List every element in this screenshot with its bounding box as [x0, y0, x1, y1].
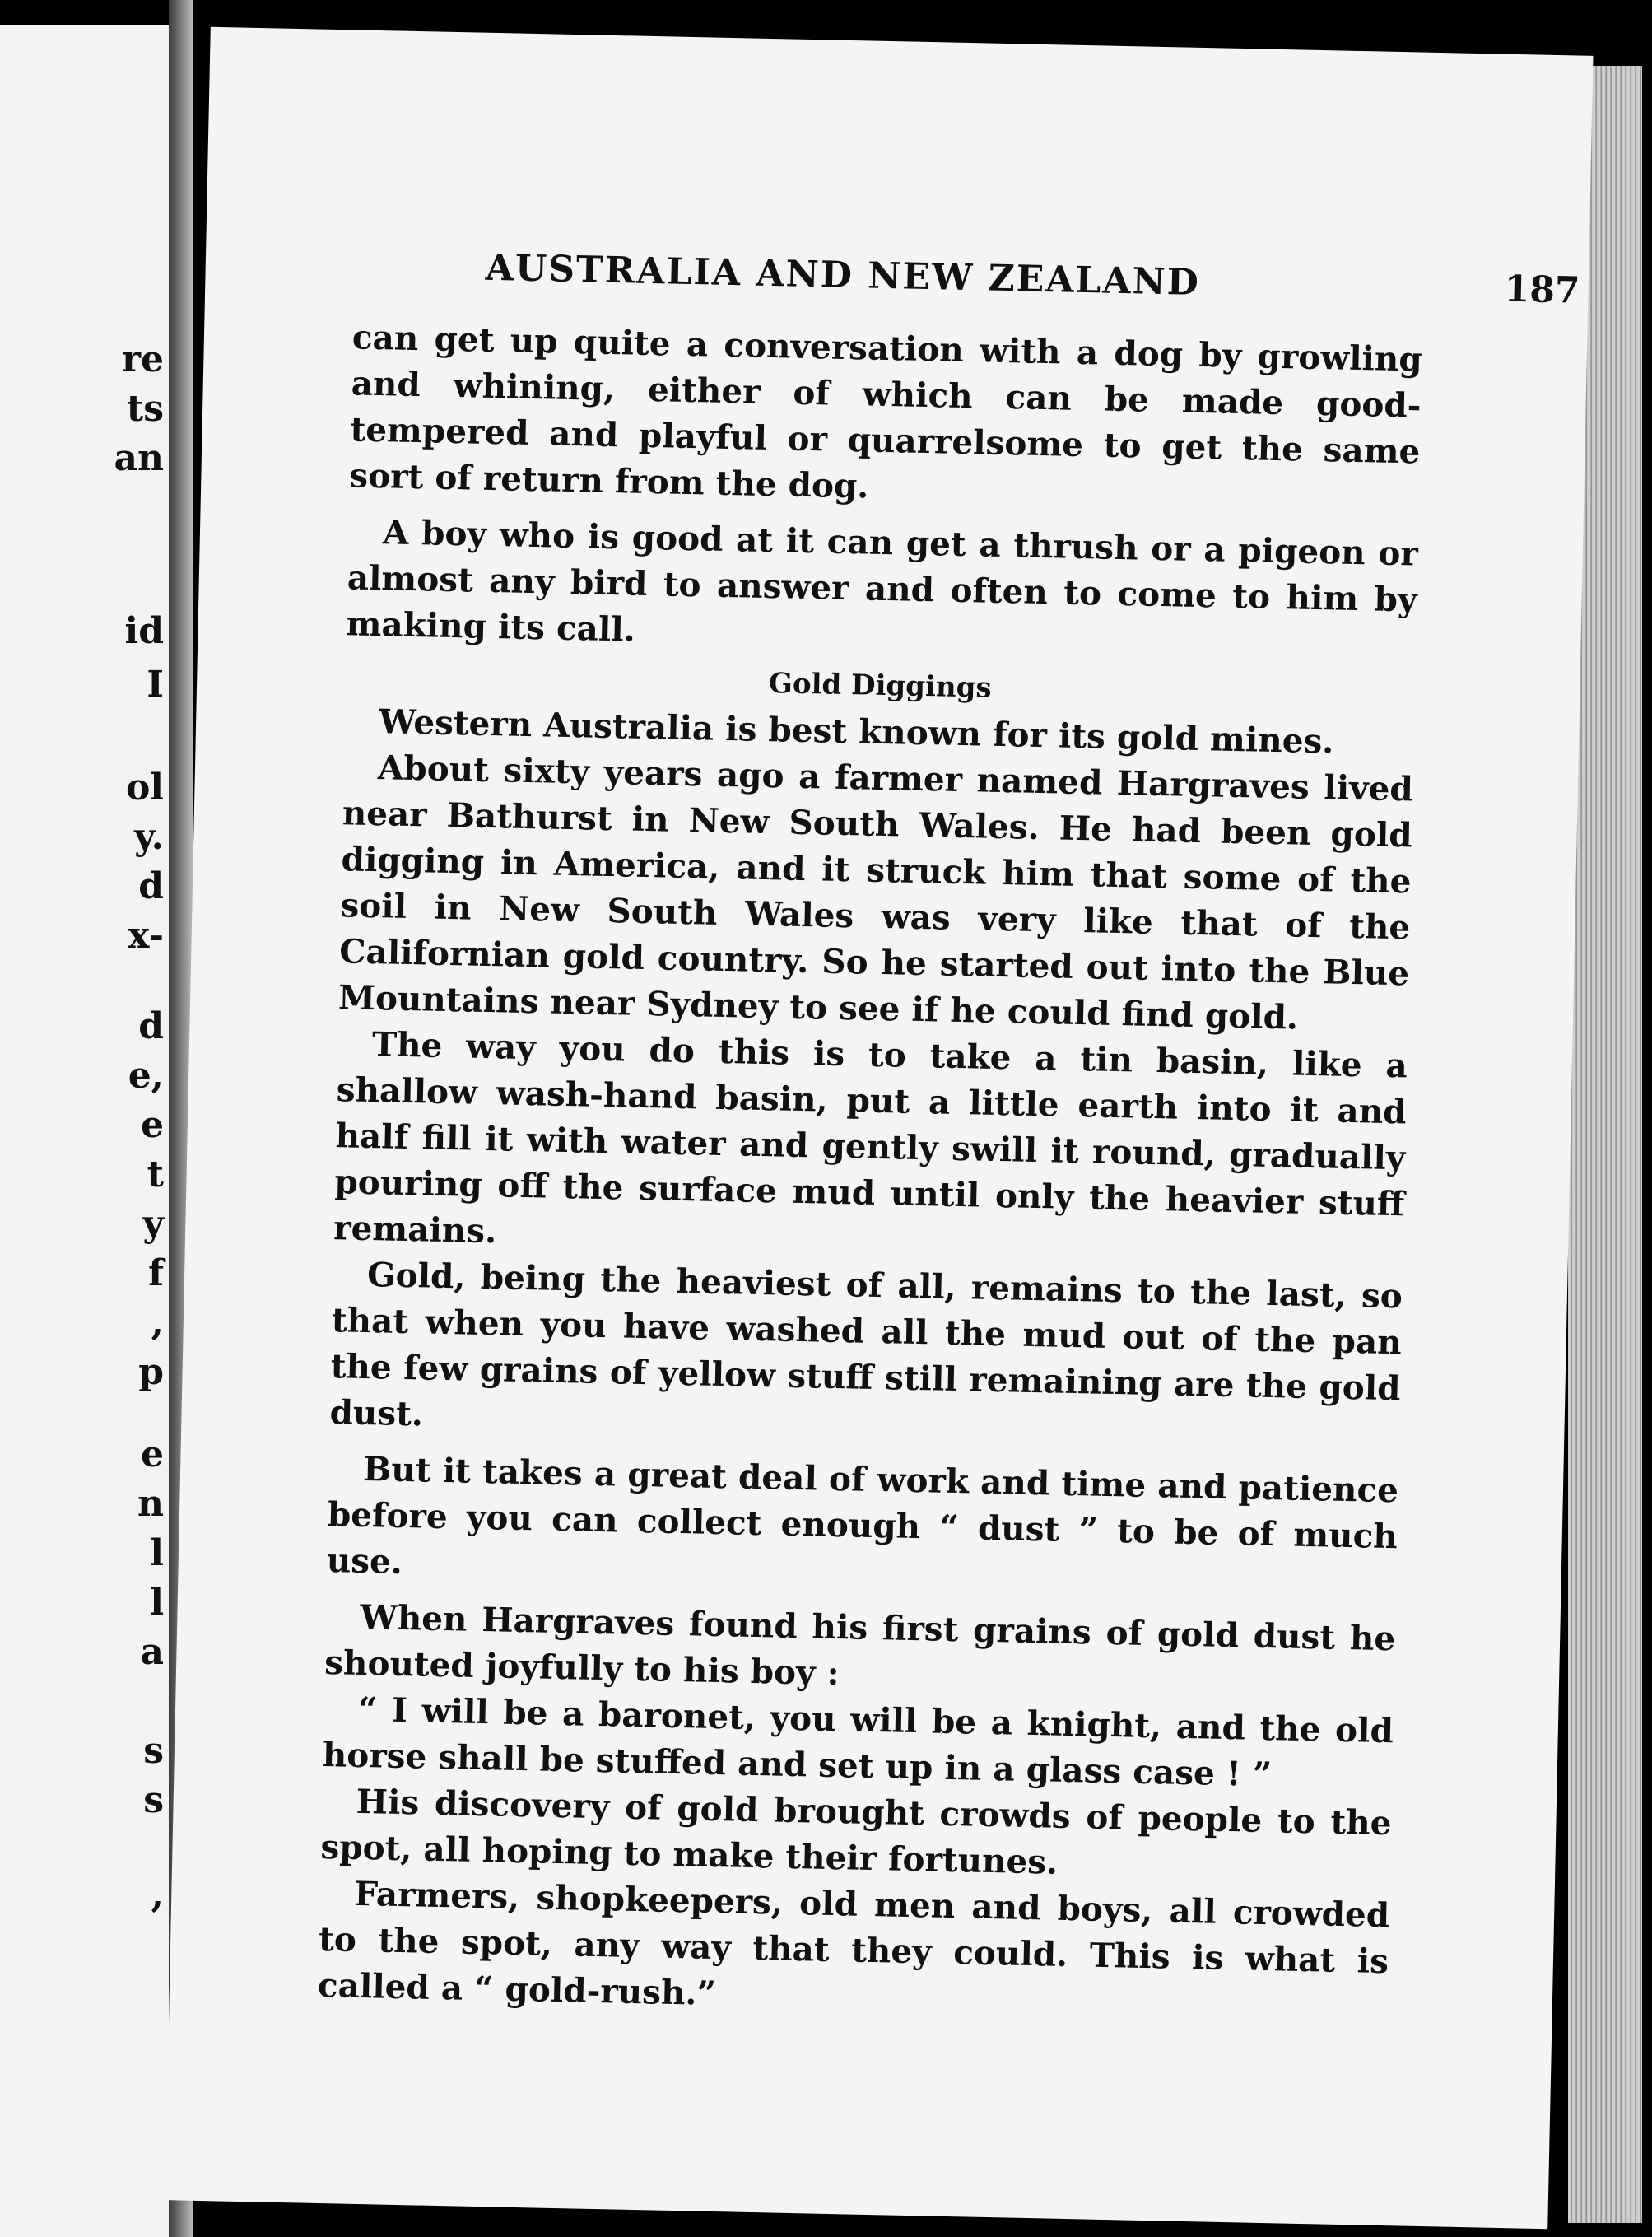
- page-number: 187: [1504, 268, 1581, 312]
- page-body: [317, 314, 1422, 2030]
- fragment: I: [147, 664, 164, 706]
- paragraph: When Hargraves found his first grains of gold dust he shouted joyfully to his boy :: [323, 1596, 1396, 1694]
- fragment: re: [121, 338, 164, 380]
- paragraph: A boy who is good at it can get a thrush or a pigeon or almost any bird to answer and often to come to him by making its call.: [346, 512, 1419, 650]
- fragment: an: [114, 437, 164, 479]
- fragment: e: [141, 1104, 164, 1146]
- paragraph: can get up quite a conversation with a dog by growling and whining, either of which can be made good-tempered and playful or quarrelsome to get the same sort of return from the dog.: [348, 317, 1423, 506]
- fragment: l: [150, 1582, 164, 1624]
- fragment: y: [142, 1203, 164, 1245]
- paragraph: His discovery of gold brought crowds of people to the spot, all hoping to make their fortunes.: [320, 1781, 1392, 1882]
- paragraph: Gold, being the heaviest of all, remains to the last, so that when you have washed all the mud out of the pan the few grains of yellow stuff still remaining are the gold dust.: [329, 1255, 1403, 1434]
- section-heading: Gold Diggings: [768, 667, 993, 705]
- quotation: “ I will be a baronet, you will be a knight, and the old horse shall be stuffed and set up in a glass case ! ”: [322, 1689, 1394, 1795]
- fragment: a: [140, 1631, 164, 1673]
- fragment: l: [150, 1532, 164, 1574]
- fragment: ,: [151, 1874, 164, 1916]
- fragment: y.: [134, 816, 164, 858]
- fragment: id: [124, 610, 164, 652]
- fragment: s: [143, 1779, 164, 1821]
- fragment: p: [138, 1351, 164, 1393]
- fragment: f: [148, 1252, 164, 1294]
- fragment: d: [138, 1005, 164, 1047]
- facing-page-edge: [0, 25, 174, 2237]
- fragment: ts: [126, 388, 164, 430]
- fragment: d: [138, 865, 164, 907]
- fragment: ol: [125, 767, 164, 809]
- paragraph: About sixty years ago a farmer named Hargraves lived near Bathurst in New South Wales. He had been gold digging in America, and it struck him that some of the soil in New South Wales was very like that of the Californian gold country. So he started out into the Blue Mountains near Sydney to see if he could find gold.: [337, 748, 1414, 1037]
- fragment: s: [143, 1730, 164, 1772]
- running-head: [485, 247, 1580, 312]
- fragment: x-: [128, 915, 164, 957]
- paragraph: But it takes a great deal of work and time and patience before you can collect enough “ dust ” to be of much use.: [326, 1448, 1399, 1582]
- fragment: e: [141, 1433, 164, 1475]
- fragment: e,: [128, 1055, 164, 1097]
- paragraph: Western Australia is best known for its gold mines.: [378, 701, 1334, 762]
- paragraph: Farmers, shopkeepers, old men and boys, all crowded to the spot, any way that they could. This is what is called a “ gold-rush.”: [317, 1873, 1390, 2014]
- book-page: [165, 27, 1594, 2230]
- fragment: ,: [151, 1302, 164, 1344]
- paragraph: The way you do this is to take a tin basin, like a shallow wash-hand basin, put a little earth into it and half fill it with water and gently swill it round, gradually pouring off the surface mud until only the heavier stuff remains.: [333, 1024, 1408, 1251]
- running-head-title: AUSTRALIA AND NEW ZEALAND: [485, 246, 1201, 304]
- fragment: t: [147, 1153, 164, 1195]
- fragment: n: [137, 1483, 164, 1525]
